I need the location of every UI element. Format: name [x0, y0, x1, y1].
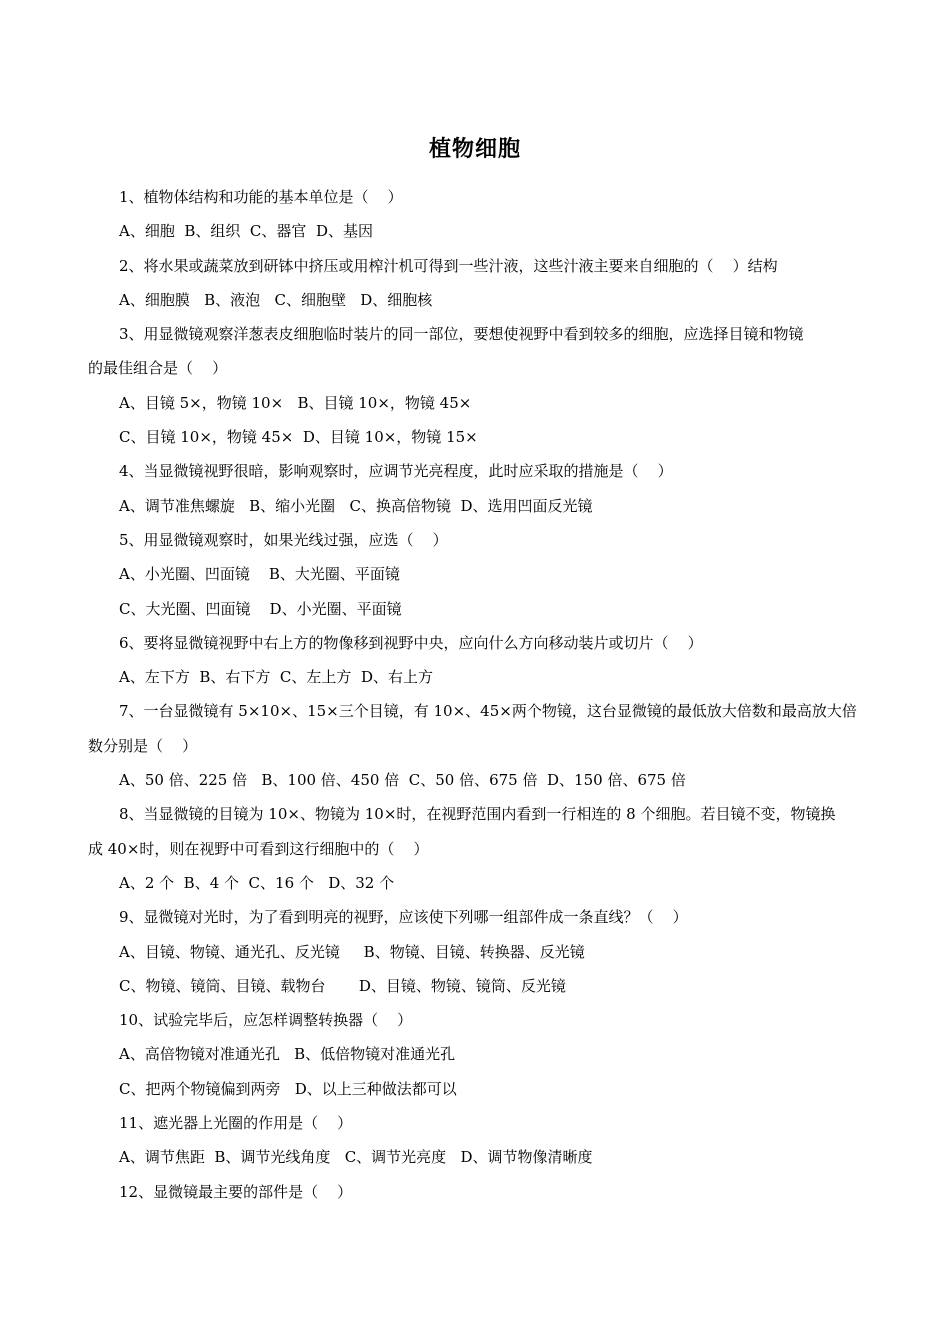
text-line: A、调节焦距 B、调节光线角度 C、调节光亮度 D、调节物像清晰度 — [119, 1148, 593, 1167]
text-line: 1、植物体结构和功能的基本单位是（ ） — [119, 188, 403, 206]
text-line: 数分别是（ ） — [88, 736, 198, 755]
text-line: 2、将水果或蔬菜放到研钵中挤压或用榨汁机可得到一些汁液，这些汁液主要来自细胞的（ ）结构 — [119, 256, 778, 275]
text-line: A、调节准焦螺旋 B、缩小光圈 C、换高倍物镜 D、选用凹面反光镜 — [119, 496, 593, 515]
text-line: A、目镜、物镜、通光孔、反光镜 B、物镜、目镜、转换器、反光镜 — [119, 942, 585, 961]
text-line: 6、要将显微镜视野中右上方的物像移到视野中央，应向什么方向移动装片或切片（ ） — [119, 633, 703, 652]
document-body — [88, 180, 868, 1209]
text-line: 3、用显微镜观察洋葱表皮细胞临时装片的同一部位，要想使视野中看到较多的细胞，应选择目镜和物镜 — [119, 325, 804, 344]
text-line: A、目镜 5×，物镜 10× B、目镜 10×，物镜 45× — [119, 393, 472, 412]
page-title: 植物细胞 — [428, 137, 521, 162]
text-line: 9、显微镜对光时，为了看到明亮的视野，应该使下列哪一组部件成一条直线？（ ） — [119, 908, 688, 927]
text-line: 10、试验完毕后，应怎样调整转换器（ ） — [119, 1011, 413, 1030]
text-line: A、2 个 B、4 个 C、16 个 D、32 个 — [119, 873, 395, 892]
text-line: C、把两个物镜偏到两旁 D、以上三种做法都可以 — [119, 1079, 457, 1098]
text-line: 4、当显微镜视野很暗，影响观察时，应调节光亮程度，此时应采取的措施是（ ） — [119, 462, 673, 481]
text-line: 的最佳组合是（ ） — [88, 359, 228, 378]
text-line: C、目镜 10×，物镜 45× D、目镜 10×，物镜 15× — [119, 428, 478, 447]
text-line: 8、当显微镜的目镜为 10×、物镜为 10×时，在视野范围内看到一行相连的 8 个细胞。若目镜不变，物镜换 — [119, 805, 836, 824]
text-line: 12、显微镜最主要的部件是（ ） — [119, 1182, 353, 1201]
text-line: 成 40×时，则在视野中可看到这行细胞中的（ ） — [88, 839, 429, 858]
text-line: A、高倍物镜对准通光孔 B、低倍物镜对准通光孔 — [119, 1045, 456, 1064]
text-line: 5、用显微镜观察时，如果光线过强，应选（ ） — [119, 530, 448, 549]
text-line: A、左下方 B、右下方 C、左上方 D、右上方 — [119, 668, 433, 687]
text-line: 11、遮光器上光圈的作用是（ ） — [119, 1114, 353, 1133]
text-line: A、50 倍、225 倍 B、100 倍、450 倍 C、50 倍、675 倍 D、150 倍、675 倍 — [119, 771, 686, 790]
text-line: A、细胞膜 B、液泡 C、细胞壁 D、细胞核 — [119, 290, 433, 309]
text-line: A、小光圈、凹面镜 B、大光圈、平面镜 — [119, 565, 400, 584]
text-line: A、细胞 B、组织 C、器官 D、基因 — [119, 222, 373, 241]
text-line: 7、一台显微镜有 5×10×、15×三个目镜，有 10×、45×两个物镜，这台显微镜的最低放大倍数和最高放大倍 — [119, 702, 857, 721]
text-line: C、大光圈、凹面镜 D、小光圈、平面镜 — [119, 599, 402, 618]
text-line: C、物镜、镜筒、目镜、载物台 D、目镜、物镜、镜筒、反光镜 — [119, 976, 566, 995]
